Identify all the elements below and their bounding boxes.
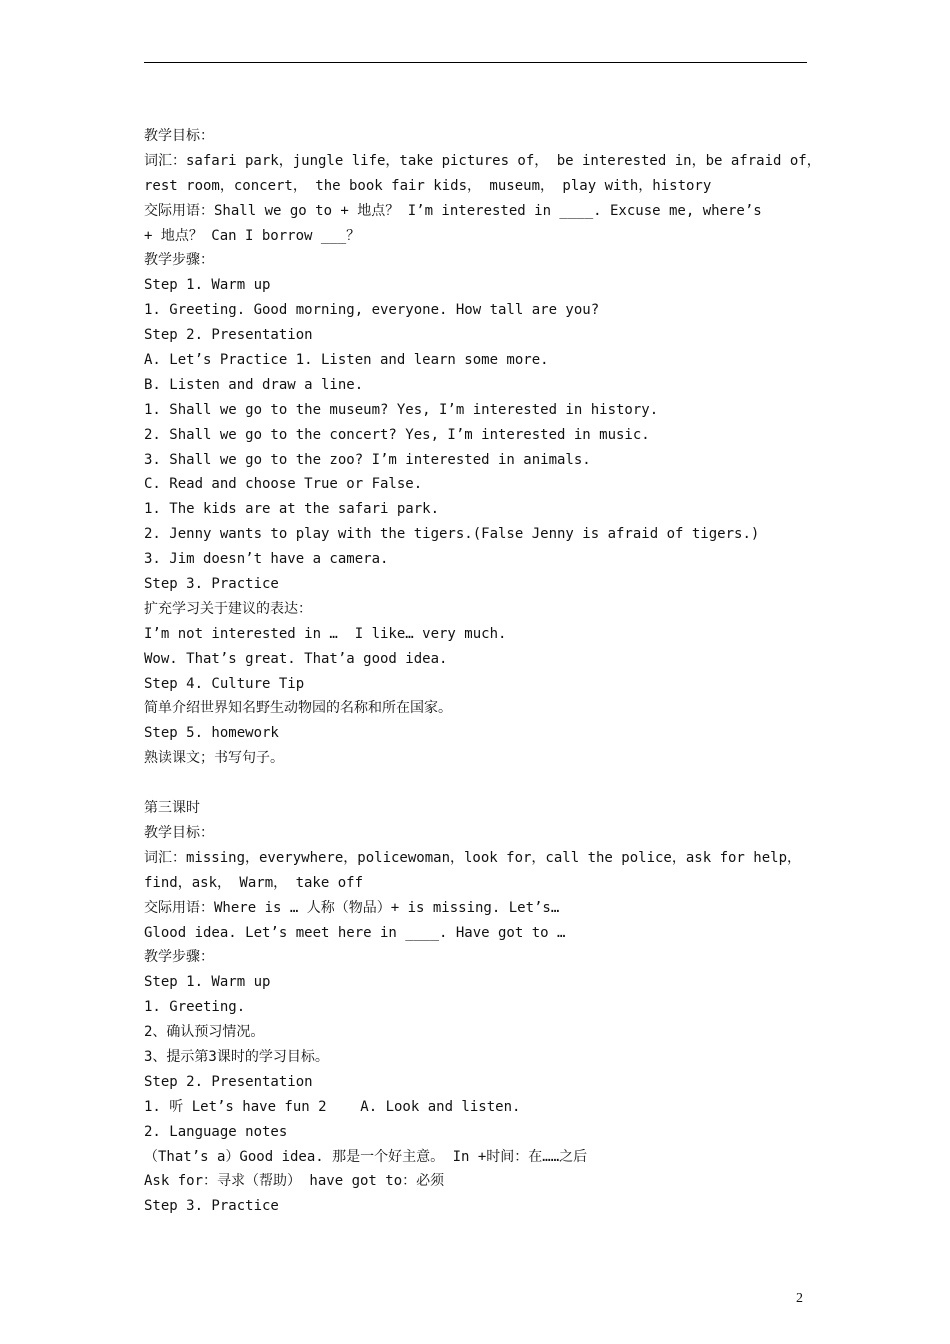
text-line: 1. 听 Let’s have fun 2 A. Look and listen.: [144, 1098, 521, 1115]
text-line: Ask for：寻求（帮助） have got to：必须: [144, 1173, 445, 1190]
text-line: 3. Jim doesn’t have a camera.: [144, 551, 389, 568]
document-body: [144, 124, 824, 1219]
text-line: find，ask， Warm， take off: [144, 874, 364, 891]
text-line: 3、提示第3课时的学习目标。: [144, 1048, 329, 1065]
header-rule: [144, 62, 807, 63]
text-line: 简单介绍世界知名野生动物园的名称和所在国家。: [144, 700, 452, 717]
text-line: 熟读课文；书写句子。: [144, 750, 284, 767]
text-line: 教学步骤：: [144, 252, 214, 269]
text-line: 扩充学习关于建议的表达：: [144, 600, 312, 617]
text-line: Step 1. Warm up: [144, 277, 271, 294]
text-line: C. Read and choose True or False.: [144, 476, 423, 493]
text-line: 2. Shall we go to the concert? Yes, I’m interested in music.: [144, 426, 650, 443]
section-heading: 第三课时: [144, 800, 200, 817]
text-line: 教学目标：: [144, 128, 214, 144]
text-line: I’m not interested in … I like… very much.: [144, 625, 507, 642]
text-line: 1. The kids are at the safari park.: [144, 501, 440, 518]
text-line: A. Let’s Practice 1. Listen and learn some more.: [144, 352, 549, 369]
text-line: 2. Language notes: [144, 1123, 288, 1140]
text-line: 交际用语：Where is … 人称（物品）+ is missing. Let’s…: [144, 899, 560, 916]
text-line: Wow. That’s great. That’a good idea.: [144, 650, 448, 667]
text-line: Step 2. Presentation: [144, 327, 313, 344]
text-line: 词汇：missing，everywhere，policewoman，look for，call the police，ask for help，: [144, 849, 802, 866]
text-line: Step 1. Warm up: [144, 974, 271, 991]
text-line: + 地点？ Can I borrow ___？: [144, 227, 361, 244]
text-line: 教学步骤：: [144, 949, 214, 966]
text-line: rest room，concert， the book fair kids， museum， play with，history: [144, 177, 712, 194]
text-line: Step 2. Presentation: [144, 1073, 313, 1090]
page-number: 2: [796, 1291, 803, 1306]
text-line: 教学目标：: [144, 824, 214, 841]
text-line: 2、确认预习情况。: [144, 1024, 265, 1041]
text-line: Step 3. Practice: [144, 576, 279, 593]
text-line: （That’s a）Good idea. 那是一个好主意。 In +时间：在……之后: [144, 1148, 588, 1165]
text-line: 2. Jenny wants to play with the tigers.(False Jenny is afraid of tigers.): [144, 526, 760, 543]
text-line: 1. Greeting.: [144, 999, 246, 1016]
text-line: 词汇：safari park，jungle life，take pictures of， be interested in，be afraid of，: [144, 152, 821, 169]
text-line: Step 3. Practice: [144, 1198, 279, 1215]
text-line: B. Listen and draw a line.: [144, 376, 364, 393]
text-line: Step 4. Culture Tip: [144, 675, 305, 692]
text-line: Glood idea. Let’s meet here in ____. Have got to …: [144, 924, 566, 941]
text-line: 1. Shall we go to the museum? Yes, I’m interested in history.: [144, 401, 659, 418]
blank-line: [144, 771, 824, 796]
text-line: 1. Greeting. Good morning, everyone. How tall are you?: [144, 302, 600, 319]
text-line: 3. Shall we go to the zoo? I’m interested in animals.: [144, 451, 591, 468]
text-line: Step 5. homework: [144, 725, 279, 742]
text-line: 交际用语：Shall we go to + 地点？ I’m interested in ____. Excuse me, where’s: [144, 202, 762, 219]
